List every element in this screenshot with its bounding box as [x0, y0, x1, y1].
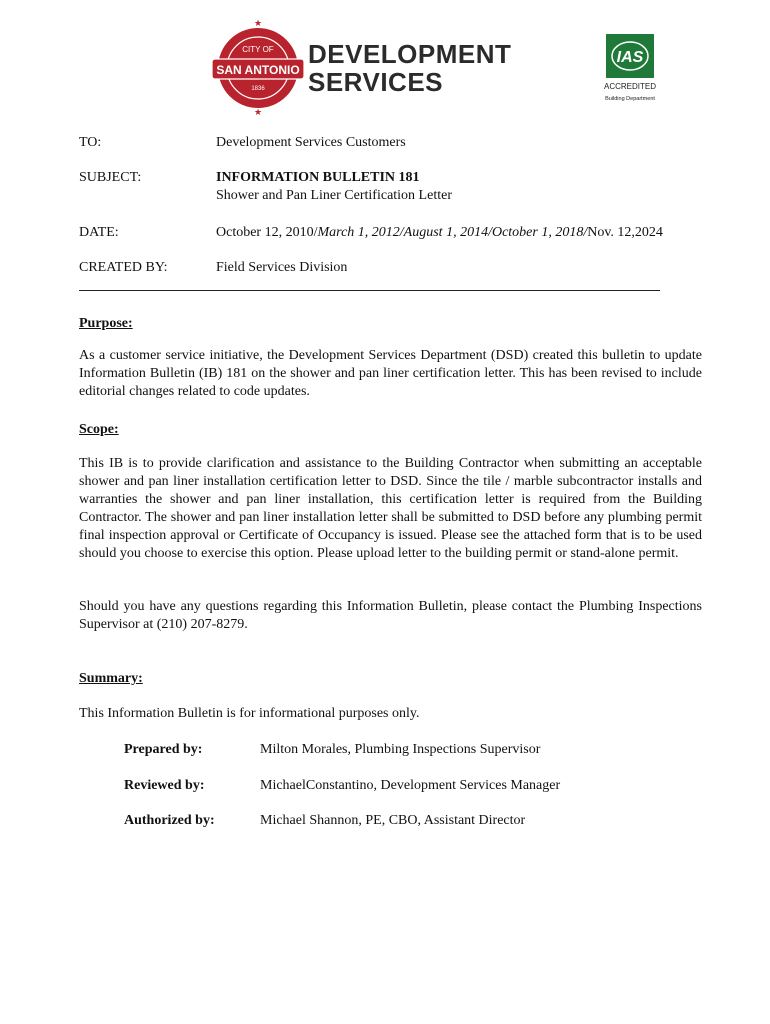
authorized-by-label: Authorized by:	[124, 813, 215, 828]
department-title-line2: SERVICES	[308, 67, 444, 97]
date-value	[216, 224, 663, 242]
scope-text: This IB is to provide clarification and assistance to the Building Contractor when submitting an acceptable shower and pan liner installation certification letter to DSD. Since the tile / marble subcontractor installs and warranties the shower and pan liner installation, this certification letter is required from the Building Contractor. The shower and pan liner installation letter shall be submitted to DSD before any plumbing permit final inspection approval or Certificate of Occupancy is issued. Please see the attached form that is to be used should you choose to exercise this option. Please upload letter to the building permit or stand-alone permit.	[79, 456, 702, 561]
subject-subtitle: Shower and Pan Liner Certification Letter	[216, 188, 452, 203]
purpose-text: As a customer service initiative, the Development Services Department (DSD) created this bulletin to update Information Bulletin (IB) 181 on the shower and pan liner certification letter. This has been revised to include editorial changes related to code updates.	[79, 348, 702, 399]
date-revisions: March 1, 2012/August 1, 2014/October 1, 2018/	[317, 225, 588, 240]
to-value: Development Services Customers	[216, 135, 406, 150]
subject-label: SUBJECT:	[79, 170, 142, 185]
created-by-label: CREATED BY:	[79, 260, 168, 275]
summary-text: This Information Bulletin is for informational purposes only.	[79, 706, 420, 721]
city-seal-logo	[210, 16, 306, 116]
department-title-line1: DEVELOPMENT	[308, 39, 512, 69]
accredited-sub-label: Building Department	[605, 96, 655, 102]
ias-logo-text: IAS	[616, 49, 644, 66]
ias-accreditation-logo	[603, 34, 659, 106]
seal-year: 1836	[251, 86, 265, 92]
subject-title: INFORMATION BULLETIN 181	[216, 170, 420, 185]
svg-text:★: ★	[253, 107, 263, 116]
prepared-by-value: Milton Morales, Plumbing Inspections Supervisor	[260, 742, 541, 757]
department-title	[308, 40, 511, 96]
purpose-heading: Purpose:	[79, 316, 133, 331]
created-by-value: Field Services Division	[216, 260, 348, 275]
reviewed-by-label: Reviewed by:	[124, 778, 205, 793]
accredited-label: ACCREDITED	[603, 82, 657, 91]
contact-text: Should you have any questions regarding this Information Bulletin, please contact the Plumbing Inspections Supervisor at (210) 207-8279.	[79, 599, 702, 632]
authorized-by-value: Michael Shannon, PE, CBO, Assistant Director	[260, 813, 526, 828]
summary-heading: Summary:	[79, 671, 143, 686]
to-label: TO:	[79, 135, 102, 150]
scope-heading: Scope:	[79, 422, 119, 437]
reviewed-by-value: MichaelConstantino, Development Services Manager	[260, 778, 561, 793]
prepared-by-label: Prepared by:	[124, 742, 203, 757]
date-last: Nov. 12,2024	[587, 225, 663, 240]
date-label: DATE:	[79, 225, 119, 240]
date-first: October 12, 2010/	[216, 225, 318, 240]
seal-top-text: CITY OF	[242, 45, 274, 54]
seal-band-text: SAN ANTONIO	[216, 63, 300, 77]
divider-line	[79, 290, 660, 291]
svg-text:★: ★	[253, 18, 263, 28]
